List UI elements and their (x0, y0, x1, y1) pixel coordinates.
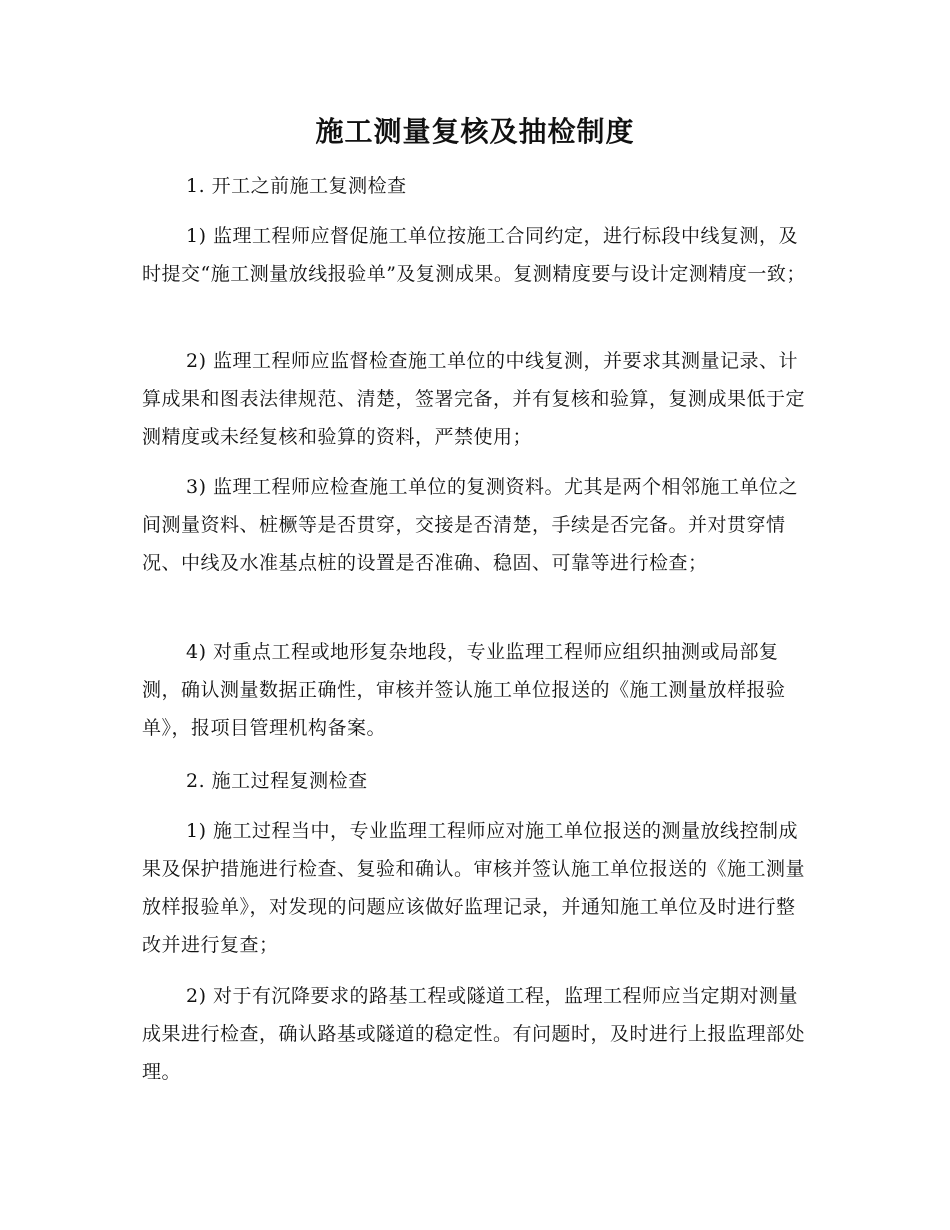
section-1-paragraph-1: 1) 监理工程师应督促施工单位按施工合同约定，进行标段中线复测，及时提交“施工测量放线报验单”及复测成果。复测精度要与设计定测精度一致； (142, 225, 806, 285)
section-1-paragraph-2: 2) 监理工程师应监督检查施工单位的中线复测，并要求其测量记录、计算成果和图表法律规范、清楚，签署完备，并有复核和验算，复测成果低于定测精度或未经复核和验算的资料，严禁使用； (142, 350, 806, 448)
section-2-paragraph-2: 2) 对于有沉降要求的路基工程或隧道工程，监理工程师应当定期对测量成果进行检查，确认路基或隧道的稳定性。有问题时，及时进行上报监理部处理。 (142, 985, 806, 1083)
section-1-paragraph-4: 4) 对重点工程或地形复杂地段，专业监理工程师应组织抽测或局部复测，确认测量数据正确性，审核并签认施工单位报送的《施工测量放样报验单》，报项目管理机构备案。 (142, 641, 786, 739)
document-title: 施工测量复核及抽检制度 (315, 115, 635, 148)
section-1-paragraph-3: 3) 监理工程师应检查施工单位的复测资料。尤其是两个相邻施工单位之间测量资料、桩橛等是否贯穿，交接是否清楚，手续是否完备。并对贯穿情况、中线及水准基点桩的设置是否准确、稳固、可靠等进行检查； (142, 476, 799, 574)
section-2-paragraph-1: 1) 施工过程当中，专业监理工程师应对施工单位报送的测量放线控制成果及保护措施进行检查、复验和确认。审核并签认施工单位报送的《施工测量放样报验单》，对发现的问题应该做好监理记录，并通知施工单位及时进行整改并进行复查； (142, 820, 806, 956)
section-heading-2: 2. 施工过程复测检查 (186, 770, 368, 792)
section-heading-1: 1. 开工之前施工复测检查 (186, 175, 407, 197)
